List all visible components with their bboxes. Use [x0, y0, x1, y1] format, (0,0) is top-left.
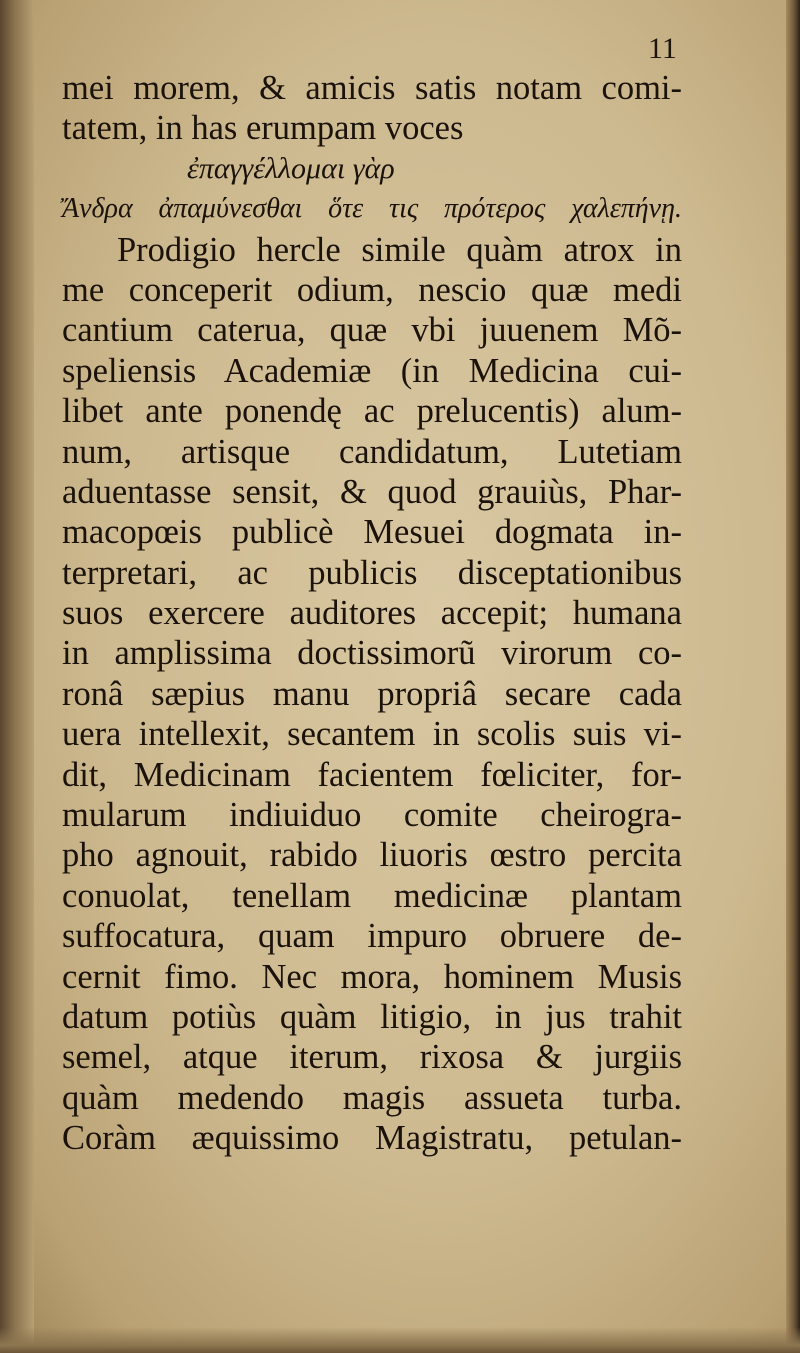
text-line: num, artisque candidatum, Lutetiam	[62, 432, 682, 471]
page-number: 11	[648, 32, 677, 65]
text-line: terpretari, ac publicis disceptationibus	[62, 553, 682, 592]
text-line: libet ante ponendę ac prelucentis) alum-	[62, 392, 682, 431]
text-line: mularum indiuiduo comite cheirogra-	[62, 796, 682, 835]
page-gutter	[0, 0, 34, 1353]
page-bottom-edge	[0, 1327, 800, 1353]
text-line: speliensis Academiæ (in Medicina cui-	[62, 351, 682, 390]
text-line: quàm medendo magis assueta turba.	[62, 1078, 682, 1117]
text-line: aduentasse sensit, & quod grauiùs, Phar-	[62, 472, 682, 511]
text-line: cantium caterua, quæ vbi juuenem Mõ-	[62, 311, 682, 350]
page-right-edge	[786, 0, 800, 1353]
text-line: in amplissima doctissimorũ virorum co-	[62, 634, 682, 673]
text-line: Prodigio hercle simile quàm atrox in	[117, 230, 682, 269]
text-line: ronâ sæpius manu propriâ secare cada	[62, 674, 682, 713]
text-line: cernit fimo. Nec mora, hominem Musis	[62, 957, 682, 996]
text-line: macopœis publicè Mesuei dogmata in-	[62, 513, 682, 552]
body-text	[62, 68, 682, 1159]
text-line: tatem, in has erumpam voces	[62, 109, 464, 148]
text-line: uera intellexit, secantem in scolis suis vi-	[62, 715, 682, 754]
text-line: semel, atque iterum, rixosa & jurgiis	[62, 1038, 682, 1077]
text-line: conuolat, tenellam medicinæ plantam	[62, 876, 682, 915]
text-line: dit, Medicinam facientem fœliciter, for-	[62, 755, 682, 794]
text-line: mei morem, & amicis satis notam comi-	[62, 69, 682, 107]
text-line: suffocatura, quam impuro obruere de-	[62, 917, 682, 956]
text-line: suos exercere auditores accepit; humana	[62, 594, 682, 633]
text-line: Coràm æquissimo Magistratu, petulan-	[62, 1119, 682, 1158]
greek-line: Ἄνδρα ἀπαμύνεσθαι ὅτε τις πρότερος χαλεπήνῃ.	[62, 193, 682, 225]
greek-line: ἐπαγγέλλομαι γὰρ	[187, 151, 395, 185]
text-line: pho agnouit, rabido liuoris œstro percita	[62, 836, 682, 875]
text-line: datum potiùs quàm litigio, in jus trahit	[62, 997, 682, 1036]
text-line: me conceperit odium, nescio quæ medi	[62, 270, 682, 309]
